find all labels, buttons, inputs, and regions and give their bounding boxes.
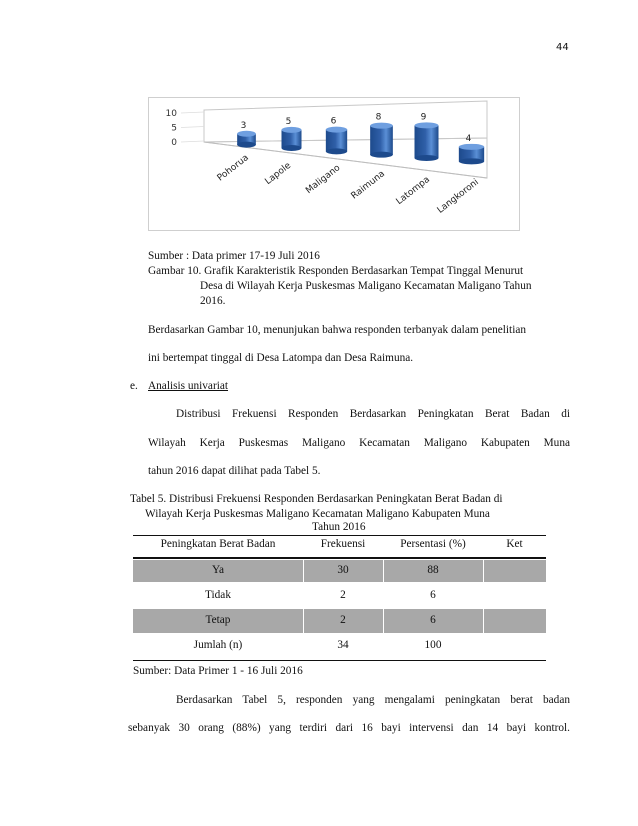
paragraph-3-line1: Berdasarkan Tabel 5, responden yang mengalami peningkatan berat badan xyxy=(176,694,570,706)
paragraph-2-line1: Distribusi Frekuensi Responden Berdasarkan Peningkatan Berat Badan di xyxy=(176,408,570,420)
data-label: 4 xyxy=(465,133,472,144)
paragraph-2-line2: Wilayah Kerja Puskesmas Maligano Kecamatan Maligano Kabupaten Muna xyxy=(148,437,570,449)
table-cell: Ya xyxy=(211,564,225,576)
table-cell-divider xyxy=(483,609,484,633)
table-cell: 6 xyxy=(430,589,436,601)
table-title-line3: Tahun 2016 xyxy=(312,521,366,533)
figure-caption-line2: Desa di Wilayah Kerja Puskesmas Maligano Kecamatan Maligano Tahun xyxy=(200,280,532,292)
paragraph-1-line1: Berdasarkan Gambar 10, menunjukan bahwa responden terbanyak dalam penelitian xyxy=(148,324,526,336)
table-header-rule xyxy=(133,557,546,559)
figure-source: Sumber : Data primer 17-19 Juli 2016 xyxy=(148,250,320,262)
table-source: Sumber: Data Primer 1 - 16 Juli 2016 xyxy=(133,665,303,677)
category-label: Pohorua xyxy=(215,153,251,184)
bar-top xyxy=(370,123,393,129)
table-cell: Jumlah (n) xyxy=(193,639,243,651)
table-cell: 2 xyxy=(340,589,346,601)
paragraph-1-line2: ini bertempat tinggal di Desa Latompa dan Desa Raimuna. xyxy=(148,352,414,364)
bar-top xyxy=(237,131,256,137)
page-number: 44 xyxy=(556,42,569,53)
table-title-line2: Wilayah Kerja Puskesmas Maligano Kecamatan Maligano Kabupaten Muna xyxy=(145,508,490,520)
table-cell: 100 xyxy=(424,639,442,651)
table-top-rule xyxy=(133,535,546,536)
category-label: Lapole xyxy=(263,160,294,188)
table-header-frequency: Frekuensi xyxy=(320,538,366,550)
table-cell: 88 xyxy=(427,564,439,576)
table-cell: Tidak xyxy=(205,589,231,601)
table-cell: Tetap xyxy=(205,614,231,626)
data-label: 9 xyxy=(420,112,427,123)
bar-top xyxy=(459,144,484,150)
section-marker: e. xyxy=(130,380,138,392)
category-label: Langkoroni xyxy=(435,177,481,216)
bar xyxy=(326,130,347,152)
data-label: 8 xyxy=(375,112,382,123)
category-label: Latompa xyxy=(394,174,432,208)
paragraph-2-line3: tahun 2016 dapat dilihat pada Tabel 5. xyxy=(148,465,321,477)
bar xyxy=(415,125,439,158)
data-label: 6 xyxy=(330,116,337,127)
y-gridline xyxy=(181,127,204,128)
bar-chart xyxy=(149,98,519,230)
bar-chart-frame xyxy=(148,97,520,231)
bar-top xyxy=(282,127,302,133)
table-title-line1: Tabel 5. Distribusi Frekuensi Responden Berdasarkan Peningkatan Berat Badan di xyxy=(130,493,503,505)
data-label: 5 xyxy=(285,116,292,127)
figure-caption-line1: Gambar 10. Grafik Karakteristik Responden Berdasarkan Tempat Tinggal Menurut xyxy=(148,265,524,277)
data-label: 3 xyxy=(240,120,247,131)
bar xyxy=(370,126,393,155)
paragraph-3-line2: sebanyak 30 orang (88%) yang terdiri dari 16 bayi intervensi dan 14 bayi kontrol. xyxy=(128,722,570,734)
category-label: Maligano xyxy=(304,163,343,197)
bar-base xyxy=(326,148,347,154)
figure-caption-line3: 2016. xyxy=(200,295,226,307)
table-cell-divider xyxy=(483,560,484,582)
y-gridline xyxy=(181,112,204,113)
table-header-note: Ket xyxy=(506,538,523,550)
table-cell: 30 xyxy=(337,564,349,576)
y-gridline xyxy=(181,141,204,142)
y-tick-label: 10 xyxy=(165,109,177,119)
y-tick-label: 5 xyxy=(171,123,177,134)
bar-base xyxy=(459,158,484,164)
bar-top xyxy=(415,122,439,128)
bar-top xyxy=(326,127,347,133)
category-label: Raimuna xyxy=(349,169,388,202)
section-title: Analisis univariat xyxy=(148,380,229,392)
bar-base xyxy=(370,152,393,158)
table-header-percentage: Persentasi (%) xyxy=(400,538,466,550)
table-header-category: Peningkatan Berat Badan xyxy=(160,538,276,550)
bar-base xyxy=(237,142,256,148)
table-bottom-rule xyxy=(133,660,546,661)
table-cell: 34 xyxy=(337,639,349,651)
table-cell: 2 xyxy=(340,614,346,626)
table-cell: 6 xyxy=(430,614,436,626)
y-tick-label: 0 xyxy=(171,138,177,148)
bar-base xyxy=(415,155,439,161)
bar-base xyxy=(282,145,302,151)
